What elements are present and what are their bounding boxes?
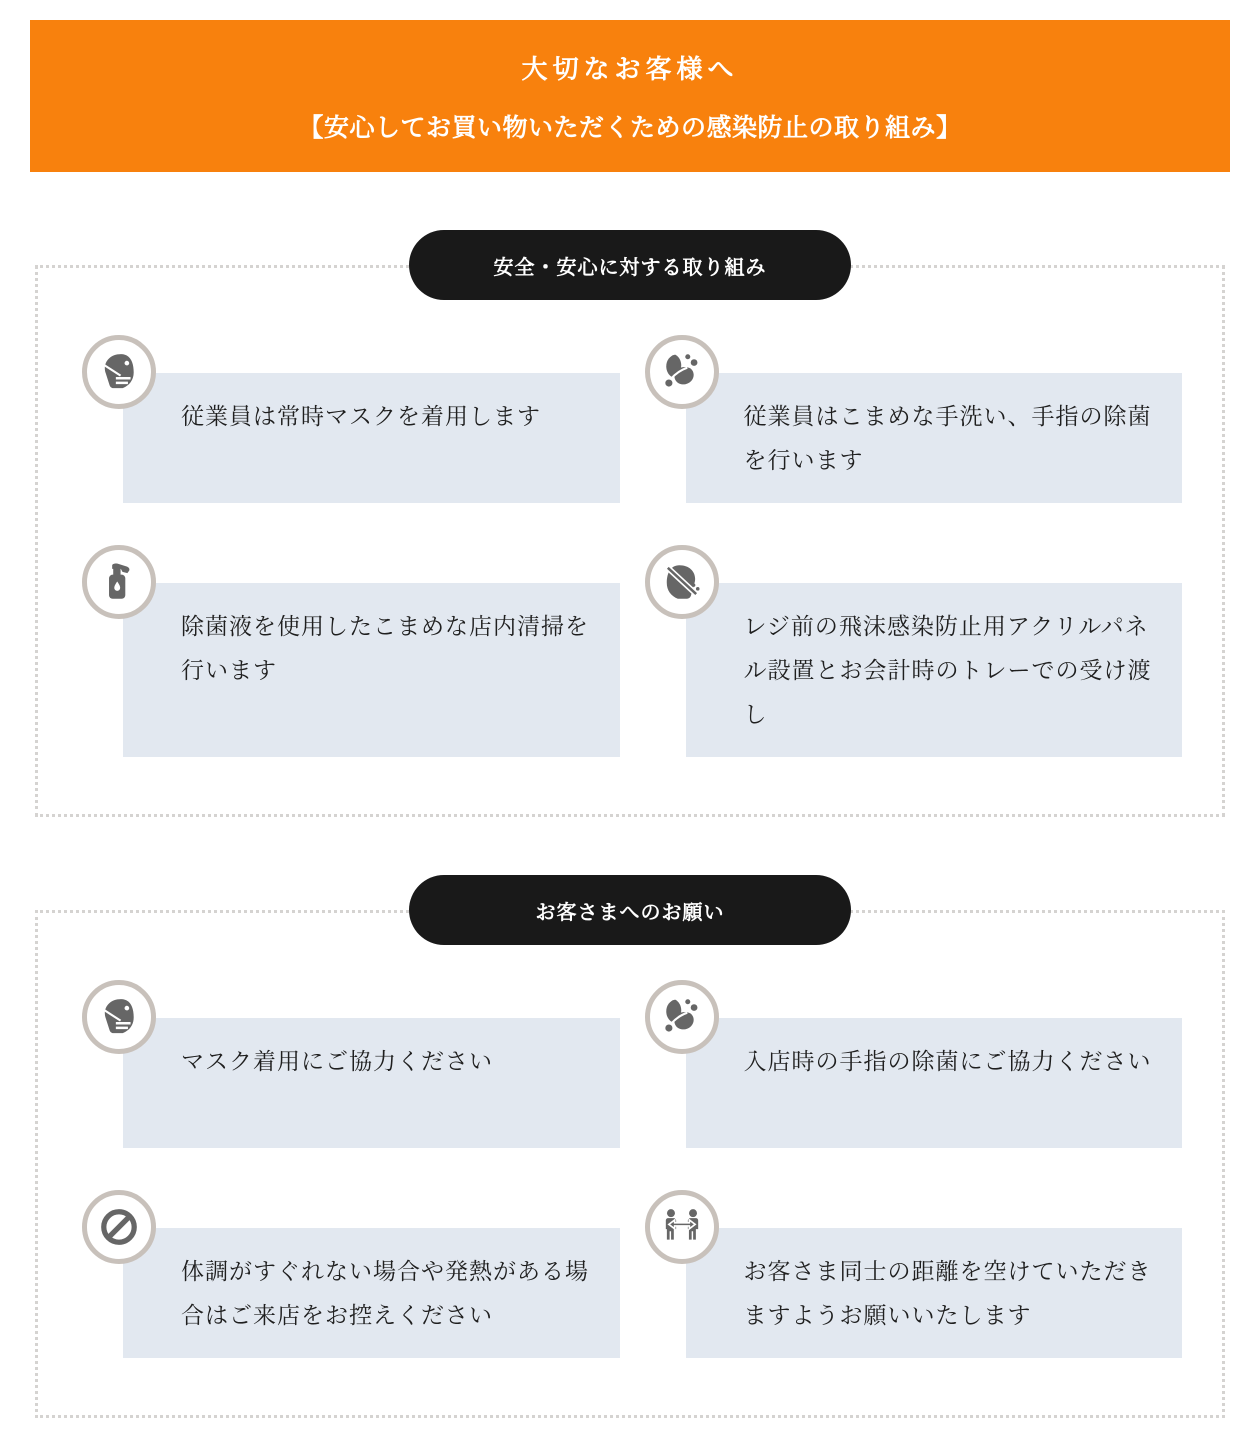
section-safety-grid — [38, 268, 1222, 814]
list-item — [123, 1228, 620, 1358]
notice-banner — [30, 20, 1230, 172]
request-card — [686, 1228, 1183, 1358]
banner-subtitle: 【安心してお買い物いただくための感染防止の取り組み】 — [298, 113, 962, 142]
measure-text: 従業員はこまめな手洗い、手指の除菌を行います — [743, 403, 1152, 473]
mask-face-icon — [82, 335, 156, 409]
spray-bottle-icon — [82, 545, 156, 619]
section-safety-title-pill — [409, 230, 851, 300]
social-distance-icon — [645, 1190, 719, 1264]
measure-card — [123, 583, 620, 757]
measure-text: 除菌液を使用したこまめな店内清掃を行います — [181, 613, 589, 683]
list-item — [123, 373, 620, 503]
request-card — [686, 1018, 1183, 1148]
list-item — [686, 583, 1183, 757]
list-item — [686, 1228, 1183, 1358]
section-safety-measures — [35, 256, 1225, 817]
request-text: マスク着用にご協力ください — [181, 1048, 493, 1074]
list-item — [123, 583, 620, 757]
request-text: お客さま同士の距離を空けていただきますようお願いいたします — [743, 1258, 1152, 1328]
mask-face-icon — [82, 980, 156, 1054]
section-requests-title-pill — [409, 875, 851, 945]
droplet-block-icon — [645, 545, 719, 619]
measure-card — [123, 373, 620, 503]
section-customer-requests — [35, 901, 1225, 1418]
measure-card — [686, 373, 1183, 503]
no-entry-icon — [82, 1190, 156, 1264]
list-item — [123, 1018, 620, 1148]
section-requests-grid — [38, 913, 1222, 1415]
request-card — [123, 1018, 620, 1148]
notice-page — [0, 20, 1260, 1418]
section-safety-title: 安全・安心に対する取り組み — [493, 256, 767, 279]
request-text: 体調がすぐれない場合や発熱がある場合はご来店をお控えください — [181, 1258, 589, 1328]
measure-text: レジ前の飛沫感染防止用アクリルパネル設置とお会計時のトレーでの受け渡し — [743, 613, 1152, 727]
list-item — [686, 373, 1183, 503]
hand-wash-icon — [645, 335, 719, 409]
measure-text: 従業員は常時マスクを着用します — [181, 403, 541, 429]
banner-title: 大切なお客様へ — [521, 53, 739, 84]
measure-card — [686, 583, 1183, 757]
request-text: 入店時の手指の除菌にご協力ください — [743, 1048, 1152, 1074]
section-requests-title: お客さまへのお願い — [535, 901, 725, 924]
list-item — [686, 1018, 1183, 1148]
hand-wash-icon — [645, 980, 719, 1054]
request-card — [123, 1228, 620, 1358]
